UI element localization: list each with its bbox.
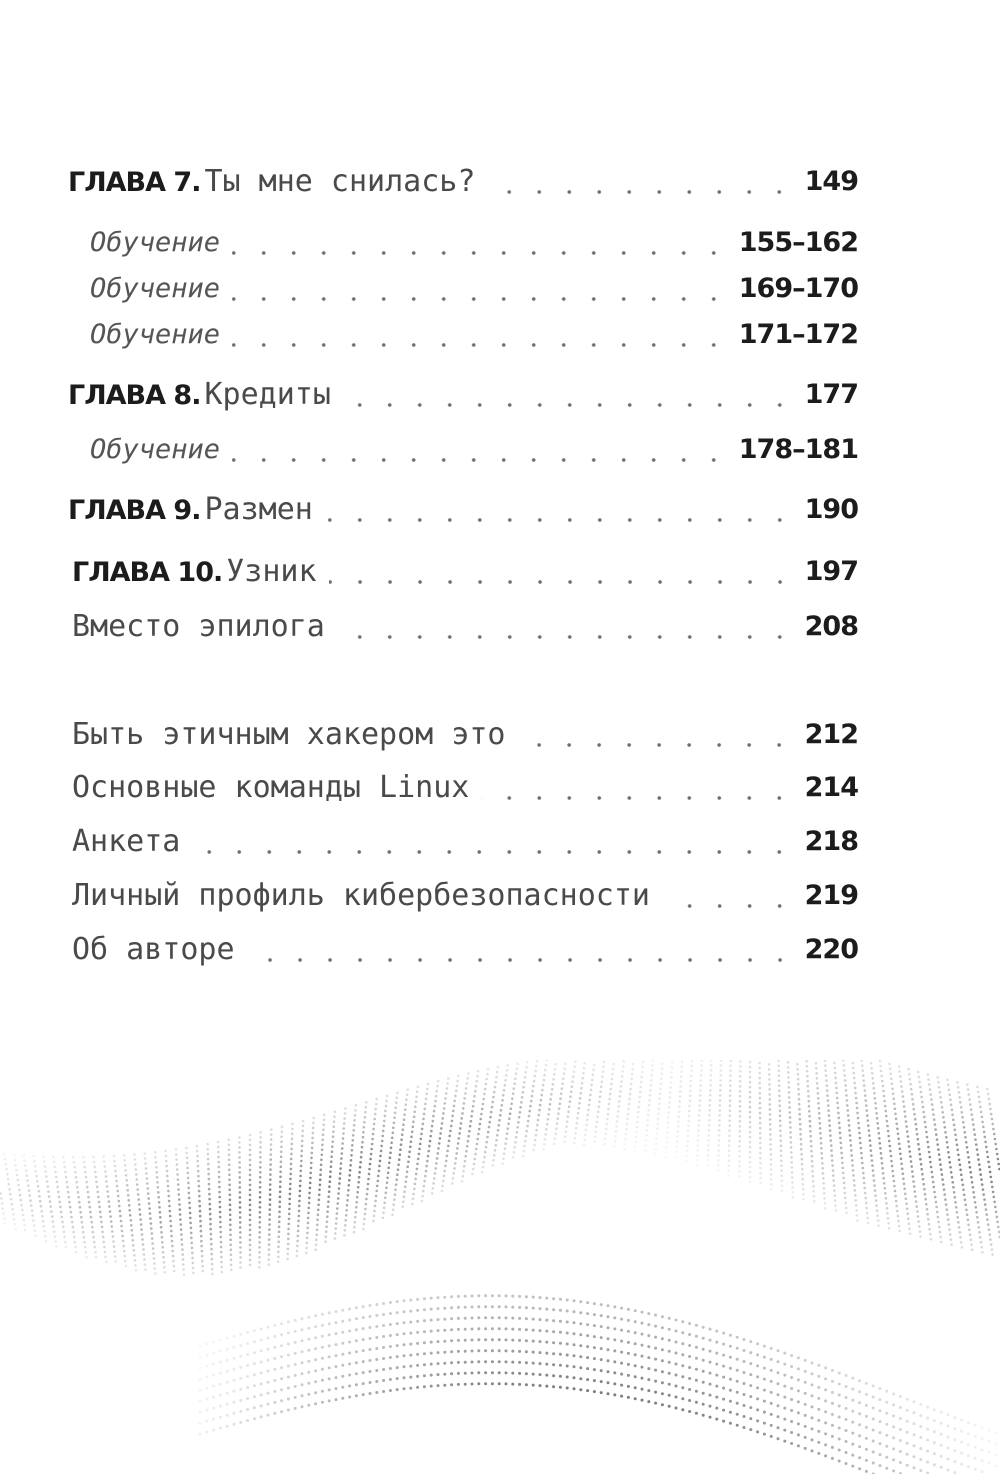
dot-leader [232, 251, 729, 255]
section-title: Обучение [90, 319, 221, 350]
page-number: 208 [804, 611, 858, 642]
chapter-title: Вместо эпилога [72, 609, 325, 644]
toc-entry [0, 874, 1000, 918]
toc-entry-label [72, 928, 235, 977]
toc-entry [0, 766, 1000, 810]
chapter-title: Размен [204, 492, 313, 527]
dot-leader [247, 958, 795, 962]
dot-leader [329, 580, 795, 584]
chapter-title: Ты мне снилась? [204, 164, 476, 199]
toc-entry [0, 313, 1000, 357]
page-number: 218 [804, 826, 858, 857]
chapter-number: ГЛАВА 9. [68, 495, 201, 526]
dot-leader [232, 343, 729, 347]
page-number: 220 [804, 934, 858, 965]
page-number: 219 [804, 880, 858, 911]
toc-entry-label [90, 267, 220, 315]
chapter-number: ГЛАВА 8. [68, 380, 201, 411]
page-number: 190 [804, 494, 858, 525]
page-number: 214 [804, 772, 858, 803]
toc-entry [0, 373, 1000, 417]
section-title: Обучение [90, 227, 221, 258]
toc-entry-label [90, 428, 220, 476]
toc-entry [0, 928, 1000, 972]
toc-entry [0, 713, 1000, 757]
dotted-wave-icon [0, 1060, 1000, 1474]
chapter-title: Личный профиль кибербезопасности [72, 878, 650, 913]
toc-entry [0, 428, 1000, 472]
dot-leader [337, 635, 795, 639]
chapter-number: ГЛАВА 7. [68, 167, 201, 198]
page-number: 149 [804, 166, 858, 197]
page-number: 169–170 [738, 273, 858, 304]
toc-entry [0, 605, 1000, 649]
chapter-title: Основные команды Linux [72, 770, 470, 805]
chapter-title: Об авторе [72, 932, 235, 967]
dot-leader [343, 403, 795, 407]
toc-entry-label [72, 713, 505, 762]
page-number: 178–181 [738, 434, 858, 465]
toc-entry [0, 820, 1000, 864]
chapter-number: ГЛАВА 10. [72, 557, 223, 588]
page-number: 197 [804, 556, 858, 587]
toc-entry [0, 550, 1000, 594]
dot-leader [517, 743, 794, 747]
chapter-title: Кредиты [204, 377, 331, 412]
toc-entry-label [90, 313, 220, 361]
chapter-title: Быть этичным хакером это [72, 717, 506, 752]
dot-leader [662, 904, 795, 908]
toc-entry-label [68, 160, 475, 209]
toc-entry-label [72, 605, 325, 654]
dot-leader [325, 518, 795, 522]
toc-entry-label [72, 766, 469, 815]
toc-entry [0, 221, 1000, 265]
chapter-title: Узник [226, 554, 317, 589]
toc-entry [0, 488, 1000, 532]
page-number: 177 [804, 379, 858, 410]
toc-entry-label [68, 488, 313, 537]
dot-leader [232, 297, 729, 301]
toc-entry-label [72, 874, 650, 923]
section-title: Обучение [90, 434, 221, 465]
dot-leader [192, 850, 794, 854]
section-title: Обучение [90, 273, 221, 304]
page-number: 155–162 [738, 227, 858, 258]
toc-entry [0, 267, 1000, 311]
dot-leader [481, 796, 794, 800]
toc-entry-label [90, 221, 220, 269]
dot-leader [232, 458, 729, 462]
chapter-title: Анкета [72, 824, 181, 859]
page-number: 212 [804, 719, 858, 750]
toc-entry-label [68, 373, 331, 422]
page-number: 171–172 [738, 319, 858, 350]
toc-entry-label [72, 550, 317, 599]
toc-entry-label [72, 820, 180, 869]
toc-entry [0, 160, 1000, 204]
dot-leader [487, 190, 794, 194]
